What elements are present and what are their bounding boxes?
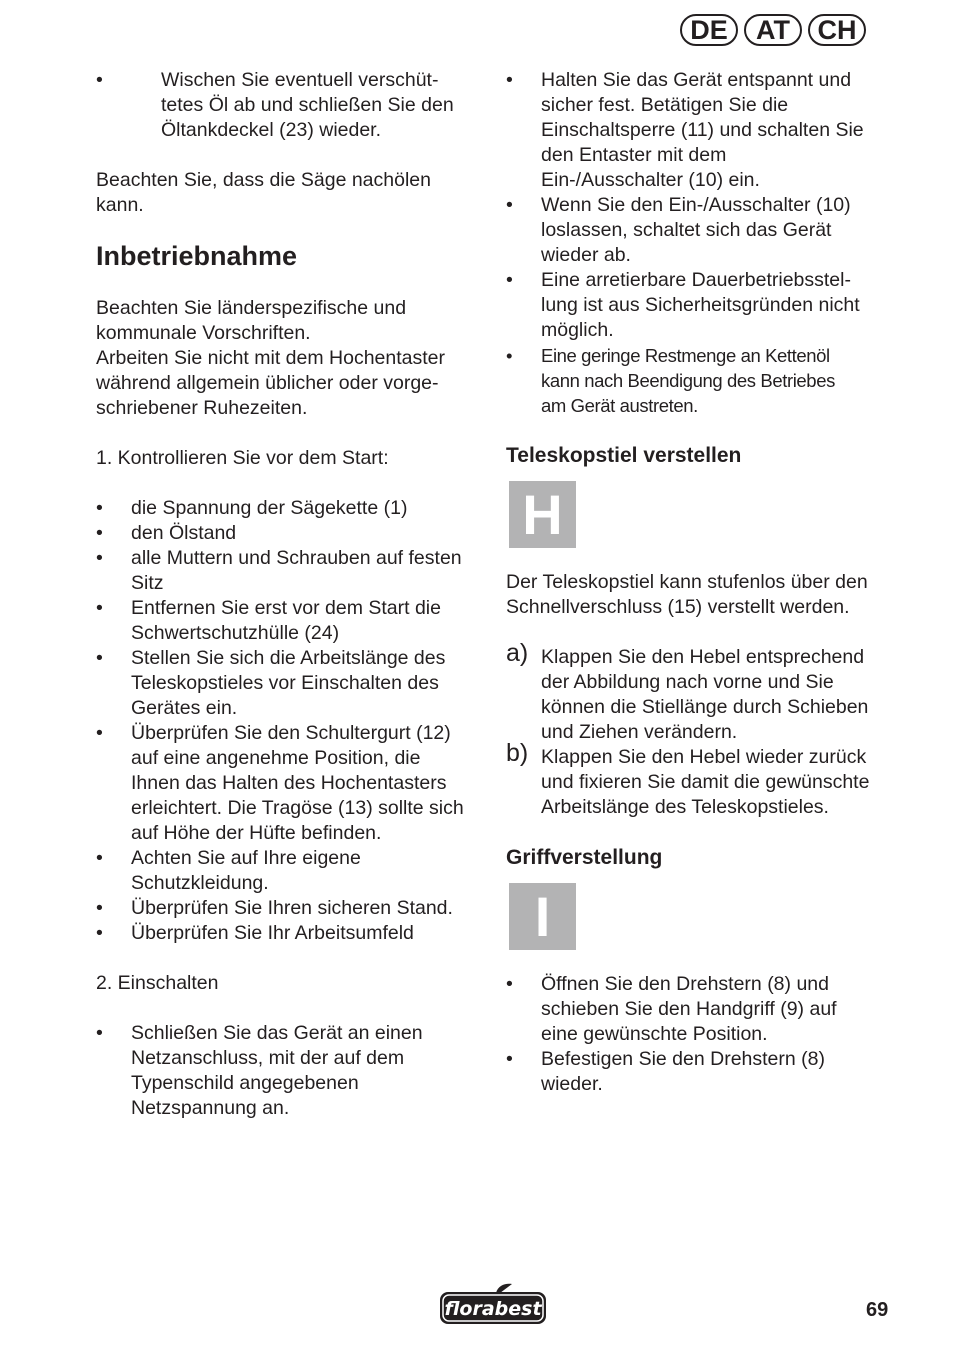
item-text: Überprüfen Sie den Schultergurt (12) auf eine angenehme Position, die Ihnen das Halten des Hochentasters erleichtert. Die Tragöse (13) sollte sich auf Höhe der Hüfte befinden. — [131, 722, 464, 844]
figure-reference-i: I — [509, 883, 576, 950]
bullet: • — [506, 269, 513, 291]
item-text: alle Muttern und Schrauben auf festen Sitz — [131, 547, 462, 594]
item-text: Eine arretierbare Dauerbetriebsstel- lung ist aus Sicherheitsgründen nicht möglich. — [541, 269, 860, 341]
bullet: • — [96, 69, 103, 91]
badge-ch: CH — [808, 14, 866, 46]
grip-list — [506, 972, 896, 1097]
step-marker: b) — [506, 739, 529, 767]
step-b — [506, 739, 896, 820]
list-item — [96, 846, 486, 896]
item-text: Wischen Sie eventuell verschüt- tetes Öl ab und schließen Sie den Öltankdeckel (23) wieder. — [161, 69, 454, 141]
bullet: • — [96, 497, 103, 519]
bullet: • — [96, 897, 103, 919]
list-item — [96, 896, 486, 921]
logo-text: florabest — [444, 1298, 542, 1320]
right-column — [506, 68, 896, 1097]
list-item — [96, 1021, 486, 1121]
list-item — [506, 193, 896, 268]
bullet: • — [96, 547, 103, 569]
figure-reference-h: H — [509, 481, 576, 548]
list-item — [96, 921, 486, 946]
list-item — [96, 68, 486, 143]
item-text: Halten Sie das Gerät entspannt und sicher fest. Betätigen Sie die Einschaltsperre (11) und schalten Sie den Entaster mit dem Ein-/Ausschalter (10) ein. — [541, 69, 864, 191]
bullet: • — [96, 522, 103, 544]
step1-title: 1. Kontrollieren Sie vor dem Start: — [96, 447, 389, 469]
list-item — [96, 521, 486, 546]
step-text: Klappen Sie den Hebel entsprechend der Abbildung nach vorne und Sie können die Stiellänge durch Schieben und Ziehen verändern. — [541, 646, 869, 743]
section-heading-teleskopstiel: Teleskopstiel verstellen — [506, 444, 742, 467]
item-text: den Ölstand — [131, 522, 237, 544]
bullet: • — [96, 597, 103, 619]
bullet: • — [506, 973, 513, 995]
bullet: • — [96, 922, 103, 944]
badge-de: DE — [680, 14, 738, 46]
intro-list — [96, 68, 486, 143]
leaf-icon — [496, 1284, 512, 1293]
left-column — [96, 68, 486, 1121]
list-item — [96, 721, 486, 846]
list-item — [506, 268, 896, 343]
bullet: • — [506, 69, 513, 91]
list-item — [96, 546, 486, 596]
list-item — [506, 343, 896, 418]
list-item — [96, 646, 486, 721]
item-text: die Spannung der Sägekette (1) — [131, 497, 408, 519]
language-badges — [680, 14, 866, 46]
bullet: • — [506, 345, 513, 366]
badge-at: AT — [744, 14, 802, 46]
item-text: Stellen Sie sich die Arbeitslänge des Teleskopstieles vor Einschalten des Gerätes ein. — [131, 647, 446, 719]
item-text: Überprüfen Sie Ihren sicheren Stand. — [131, 897, 453, 919]
item-text: Eine geringe Restmenge an Kettenöl kann nach Beendigung des Betriebes am Gerät austreten. — [541, 345, 835, 416]
list-item — [506, 1047, 896, 1097]
item-text: Wenn Sie den Ein-/Ausschalter (10) loslassen, schaltet sich das Gerät wieder ab. — [541, 194, 851, 266]
section-heading-griffverstellung: Griffverstellung — [506, 846, 663, 869]
item-text: Überprüfen Sie Ihr Arbeitsumfeld — [131, 922, 414, 944]
telescopic-description: Der Teleskopstiel kann stufenlos über den Schnellverschluss (15) verstellt werden. — [506, 571, 868, 618]
operation-list — [506, 68, 896, 418]
checklist — [96, 496, 486, 946]
page-number: 69 — [866, 1299, 889, 1321]
item-text: Befestigen Sie den Drehstern (8) wieder. — [541, 1048, 825, 1095]
florabest-logo-graphic — [438, 1282, 550, 1326]
bullet: • — [96, 1022, 103, 1044]
paragraph-regulations: Beachten Sie länderspezifische und kommunale Vorschriften. — [96, 297, 407, 344]
item-text: Entfernen Sie erst vor dem Start die Schwertschutzhülle (24) — [131, 597, 441, 644]
step-a — [506, 639, 896, 745]
item-text: Achten Sie auf Ihre eigene Schutzkleidung. — [131, 847, 361, 894]
item-text: Öffnen Sie den Drehstern (8) und schieben Sie den Handgriff (9) auf eine gewünschte Position. — [541, 973, 837, 1045]
section-heading-inbetriebnahme: Inbetriebnahme — [96, 241, 298, 271]
bullet: • — [96, 847, 103, 869]
bullet: • — [96, 722, 103, 744]
list-item — [506, 972, 896, 1047]
bullet: • — [506, 1048, 513, 1070]
step-text: Klappen Sie den Hebel wieder zurück und fixieren Sie damit die gewünschte Arbeitslänge des Teleskopstieles. — [541, 746, 870, 818]
step2-list — [96, 1021, 486, 1121]
step2-title: 2. Einschalten — [96, 972, 219, 994]
florabest-logo — [438, 1282, 550, 1333]
bullet: • — [506, 194, 513, 216]
bullet: • — [96, 647, 103, 669]
list-item — [96, 596, 486, 646]
item-text: Schließen Sie das Gerät an einen Netzanschluss, mit der auf dem Typenschild angegebenen Netzspannung an. — [131, 1022, 423, 1119]
list-item — [96, 496, 486, 521]
paragraph-rest-times: Arbeiten Sie nicht mit dem Hochentaster während allgemein üblicher oder vorge- schriebener Ruhezeiten. — [96, 347, 446, 419]
list-item — [506, 68, 896, 193]
note-text: Beachten Sie, dass die Säge nachölen kann. — [96, 169, 431, 216]
step-marker: a) — [506, 639, 529, 667]
